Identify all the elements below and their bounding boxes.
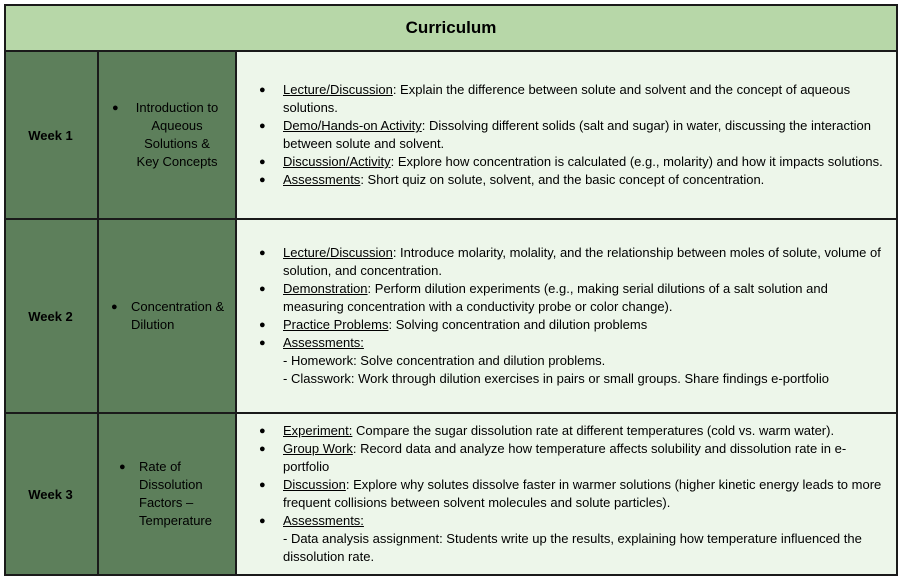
week-label: Week 2 (6, 220, 99, 412)
bullet-icon: ● (259, 84, 266, 96)
activities-cell (237, 220, 896, 412)
bullet-icon: ● (259, 283, 266, 295)
topic-cell (99, 52, 237, 218)
activity-text: Compare the sugar dissolution rate at different temperatures (cold vs. warm water). (352, 423, 835, 438)
activities-cell (237, 52, 896, 218)
bullet-icon: ● (259, 120, 266, 132)
activity-label: Experiment: (283, 423, 353, 438)
table-title: Curriculum (6, 6, 896, 52)
list-item (259, 117, 890, 153)
assessment-detail: - Data analysis assignment: Students write up the results, explaining how temperature influenced the dissolution rate. (283, 531, 862, 564)
list-item (259, 244, 890, 280)
topic-cell (99, 220, 237, 412)
activity-text: : Short quiz on solute, solvent, and the basic concept of concentration. (360, 172, 765, 187)
activity-label: Lecture/Discussion (283, 245, 393, 260)
list-item (259, 440, 890, 476)
activity-list (259, 244, 890, 388)
activity-list (259, 81, 890, 189)
list-item (259, 81, 890, 117)
week-label: Week 3 (6, 414, 99, 574)
curriculum-table (4, 4, 898, 576)
list-item (259, 171, 890, 189)
topic-title: Introduction to Aqueous Solutions & Key Concepts (135, 100, 219, 169)
bullet-icon: ● (259, 425, 266, 437)
activities-cell (237, 414, 896, 574)
activity-label: Discussion/Activity (283, 154, 391, 169)
activity-label: Discussion (283, 477, 346, 492)
activity-text: : Introduce molarity, molality, and the relationship between moles of solute, volume of solution, and concentration. (283, 245, 881, 278)
activity-label: Assessments: (283, 335, 364, 350)
bullet-icon: ● (259, 337, 266, 349)
list-item (259, 512, 890, 566)
activity-text: : Record data and analyze how temperature affects solubility and dissolution rate in e-portfolio (283, 441, 847, 474)
bullet-icon: ● (259, 479, 266, 491)
activity-label: Lecture/Discussion (283, 82, 393, 97)
list-item (259, 280, 890, 316)
bullet-icon: ● (259, 515, 266, 527)
activity-text: : Explain the difference between solute and solvent and the concept of aqueous solutions. (283, 82, 851, 115)
bullet-icon: ● (111, 301, 118, 313)
list-item (259, 334, 890, 388)
activity-label: Group Work (283, 441, 353, 456)
bullet-icon: ● (259, 319, 266, 331)
week-label: Week 1 (6, 52, 99, 218)
table-row (6, 414, 896, 574)
table-row (6, 52, 896, 220)
bullet-icon: ● (259, 247, 266, 259)
activity-label: Assessments (283, 172, 361, 187)
topic-cell (99, 414, 237, 574)
list-item (259, 316, 890, 334)
activity-label: Assessments: (283, 513, 364, 528)
activity-text: : Explore why solutes dissolve faster in warmer solutions (higher kinetic energy leads to more frequent collisions between solvent molecules and solute particles). (283, 477, 882, 510)
assessment-detail: - Classwork: Work through dilution exercises in pairs or small groups. Share findings e-portfolio (283, 371, 829, 386)
bullet-icon: ● (119, 461, 126, 473)
bullet-icon: ● (259, 174, 266, 186)
table-row (6, 220, 896, 414)
bullet-icon: ● (259, 443, 266, 455)
activity-label: Practice Problems (283, 317, 389, 332)
assessment-detail: - Homework: Solve concentration and dilution problems. (283, 353, 606, 368)
activity-label: Demonstration (283, 281, 368, 296)
activity-text: : Dissolving different solids (salt and sugar) in water, discussing the interaction between solute and solvent. (283, 118, 871, 151)
activity-list (259, 422, 890, 566)
activity-text: : Explore how concentration is calculated (e.g., molarity) and how it impacts solutions. (390, 154, 883, 169)
activity-label: Demo/Hands-on Activity (283, 118, 422, 133)
activity-text: : Solving concentration and dilution problems (388, 317, 648, 332)
topic-title: Rate of Dissolution Factors – Temperature (139, 459, 212, 528)
bullet-icon: ● (259, 156, 266, 168)
list-item (259, 153, 890, 171)
list-item (259, 476, 890, 512)
list-item (259, 422, 890, 440)
activity-text: : Perform dilution experiments (e.g., making serial dilutions of a salt solution and measuring concentration with a conductivity probe or color change). (283, 281, 828, 314)
bullet-icon: ● (112, 102, 119, 114)
topic-title: Concentration & Dilution (131, 299, 225, 332)
